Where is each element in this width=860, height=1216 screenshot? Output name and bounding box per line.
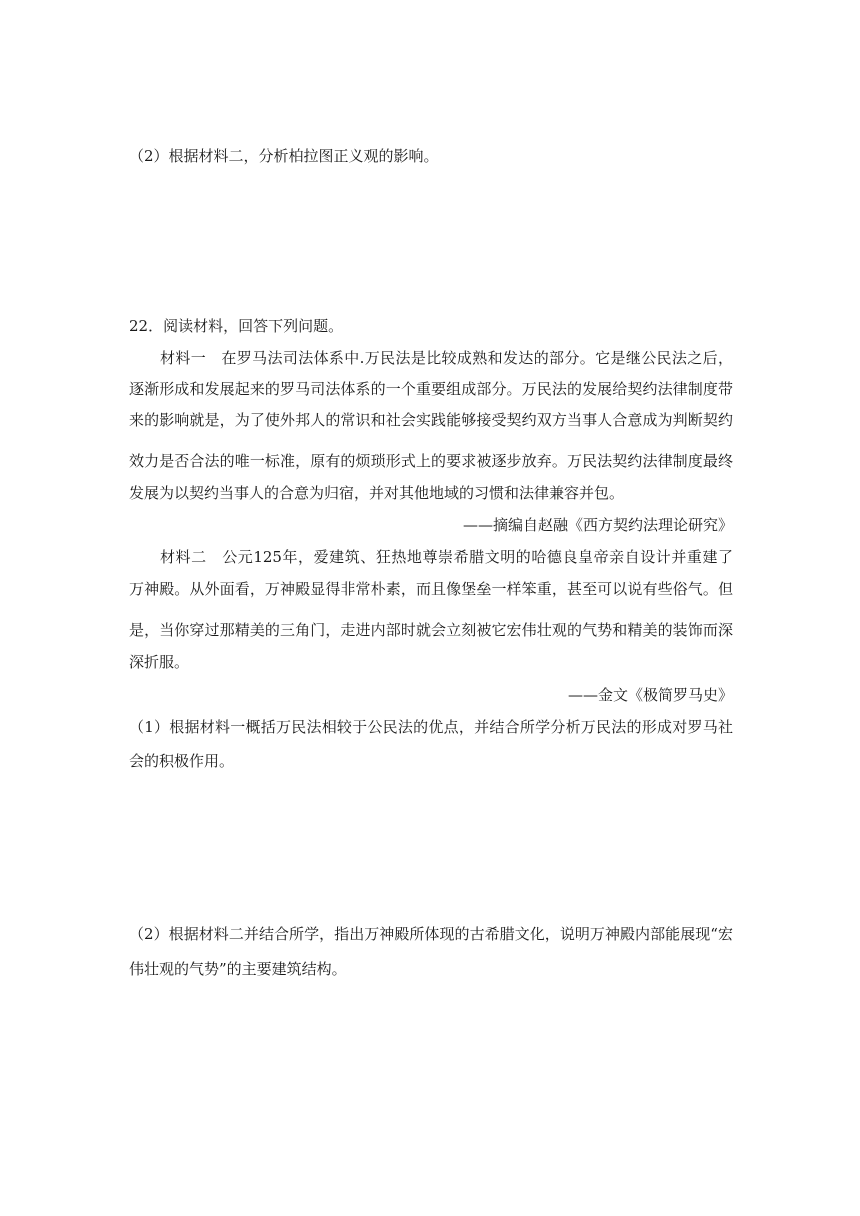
q22-stem: 22．阅读材料，回答下列问题。: [129, 317, 344, 335]
q22-part2-question: （2）根据材料二并结合所学，指出万神殿所体现的古希腊文化，说明万神殿内部能展现“宏: [129, 925, 733, 943]
material1-line: 发展为以契约当事人的合意为归宿，并对其他地域的习惯和法律兼容并包。: [129, 484, 625, 502]
material1-line: 材料一 在罗马法司法体系中.万民法是比较成熟和发达的部分。它是继公民法之后，: [160, 349, 733, 367]
material1-source: ——摘编自赵融《西方契约法理论研究》: [462, 516, 733, 534]
material2-source: ——金文《极简罗马史》: [567, 686, 733, 704]
material1-line: 来的影响就是，为了使外邦人的常识和社会实践能够接受契约双方当事人合意成为判断契约: [129, 411, 733, 429]
q21-part2-question: （2）根据材料二，分析柏拉图正义观的影响。: [129, 147, 439, 165]
material2-line: 是，当你穿过那精美的三角门，走进内部时就会立刻被它宏伟壮观的气势和精美的装饰而深: [129, 621, 733, 639]
q22-part1-question: 会的积极作用。: [129, 752, 235, 770]
material1-line: 效力是否合法的唯一标准，原有的烦琐形式上的要求被逐步放弃。万民法契约法律制度最终: [129, 452, 733, 470]
material2-line: 材料二 公元125年，爱建筑、狂热地尊崇希腊文明的哈德良皇帝亲自设计并重建了: [160, 548, 733, 566]
material2-line: 深折服。: [129, 653, 190, 671]
material2-line: 万神殿。从外面看，万神殿显得非常朴素，而且像堡垒一样笨重，甚至可以说有些俗气。但: [129, 580, 733, 598]
q22-part2-question: 伟壮观的气势”的主要建筑结构。: [129, 960, 347, 978]
material1-line: 逐渐形成和发展起来的罗马司法体系的一个重要组成部分。万民法的发展给契约法律制度带: [129, 380, 733, 398]
q22-part1-question: （1）根据材料一概括万民法相较于公民法的优点，并结合所学分析万民法的形成对罗马社: [129, 718, 733, 736]
